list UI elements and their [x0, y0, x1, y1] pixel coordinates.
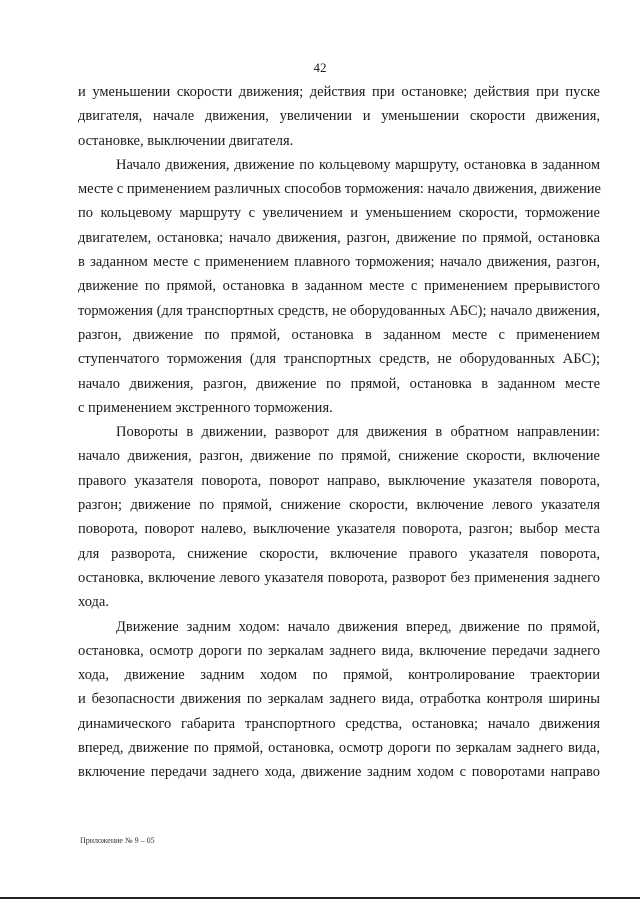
text-line: разгон, движение по прямой, остановка в заданном месте с применением — [78, 326, 600, 343]
text-line: в заданном месте с применением плавного торможения; начало движения, разгон, — [78, 254, 600, 271]
text-line: Движение задним ходом: начало движения вперед, движение по прямой, — [116, 618, 600, 635]
text-line: по кольцевому маршруту с увеличением и уменьшением скорости, торможение — [78, 205, 600, 222]
text-line: хода, движение задним ходом по прямой, контролирование траектории — [78, 667, 600, 684]
paragraph — [78, 153, 600, 420]
text-line: остановка, включение левого указателя поворота, разворот без применения заднего — [78, 569, 600, 586]
text-line: движение по прямой, остановка в заданном месте с применением прерывистого — [78, 278, 600, 295]
text-line: с применением экстренного торможения. — [78, 399, 333, 416]
text-line: хода. — [78, 594, 109, 611]
page-footer: Приложение № 9 – 05 — [80, 836, 155, 845]
page-number: 42 — [313, 60, 327, 75]
text-line: для разворота, снижение скорости, включение правого указателя поворота, — [78, 545, 600, 562]
text-line: начало движения, разгон, движение по прямой, остановка в заданном месте — [78, 375, 600, 392]
text-line: ступенчатого торможения (для транспортных средств, не оборудованных АБС); — [78, 351, 600, 368]
text-line: Повороты в движении, разворот для движения в обратном направлении: — [116, 424, 600, 441]
text-line: включение передачи заднего хода, движение задним ходом с поворотами направо — [78, 764, 600, 781]
text-line: остановке, выключении двигателя. — [78, 132, 294, 149]
text-line: торможения (для транспортных средств, не оборудованных АБС); начало движения, — [78, 302, 600, 319]
paragraph — [78, 420, 600, 614]
text-line: поворота, поворот налево, выключение указателя поворота, разгон; выбор места — [78, 521, 600, 538]
paragraph — [78, 80, 600, 153]
text-line: и уменьшении скорости движения; действия при остановке; действия при пуске — [78, 84, 600, 100]
text-line: двигателем, остановка; начало движения, разгон, движение по прямой, остановка — [78, 229, 600, 246]
text-line: остановка, осмотр дороги по зеркалам заднего вида, включение передачи заднего — [78, 642, 600, 659]
text-line: месте с применением различных способов торможения: начало движения, движение — [78, 181, 601, 198]
paragraph — [78, 615, 600, 785]
text-line: разгон; движение по прямой, снижение скорости, включение левого указателя — [78, 497, 600, 514]
text-line: начало движения, разгон, движение по прямой, снижение скорости, включение — [78, 448, 600, 465]
document-body — [78, 80, 600, 785]
text-line: вперед, движение по прямой, остановка, осмотр дороги по зеркалам заднего вида, — [78, 740, 600, 757]
text-line: правого указателя поворота, поворот направо, выключение указателя поворота, — [78, 472, 600, 489]
text-line: двигателя, начале движения, увеличении и уменьшении скорости движения, — [78, 108, 600, 125]
text-line: и безопасности движения по зеркалам заднего вида, отработка контроля ширины — [78, 691, 600, 708]
text-line: динамического габарита транспортного средства, остановка; начало движения — [78, 715, 600, 732]
text-line: Начало движения, движение по кольцевому маршруту, остановка в заданном — [116, 156, 600, 173]
